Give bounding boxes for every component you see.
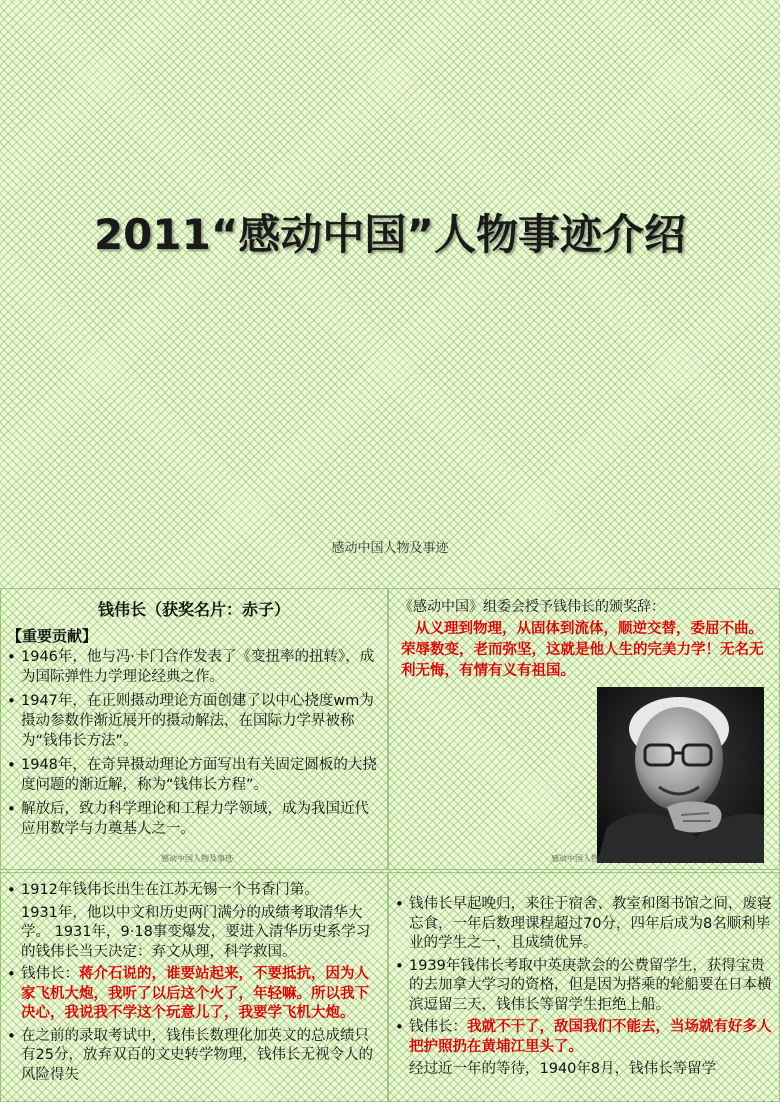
biography-list-3 [389, 895, 779, 1057]
list-item: • 1939年钱伟长考取中英庚款会的公费留学生，获得宝贵的去加拿大学习的资格，但是因为搭乘的轮船要在日本横滨逗留三天，钱伟长等留学生拒绝上船。 [395, 957, 775, 1016]
contribution-list [1, 647, 387, 839]
award-citation-panel [388, 588, 780, 870]
list-item: • 解放后，致力科学理论和工程力学领域，成为我国近代应用数学与力奠基人之一。 [7, 799, 383, 839]
citation-text: 从义理到物理，从固体到流体，顺逆交替，委屈不曲。荣辱数变，老而弥坚，这就是他人生的完美力学！无名无利无悔，有情有义有祖国。 [401, 621, 764, 679]
portrait-photo [597, 687, 764, 863]
biography-panel-later [388, 872, 780, 1102]
slide-title [0, 195, 780, 275]
quote-text: 我就不干了，敌国我们不能去，当场就有好多人把护照扔在黄埔江里头了。 [409, 1019, 772, 1055]
list-item: • 钱伟长早起晚归，来往于宿舍、教室和图书馆之间，废寝忘食，一年后数理课程超过70分，四年后成为8名顺利毕业的学生之一，且成绩优异。 [395, 895, 775, 954]
biography-list [1, 881, 387, 901]
biography-panel-early [0, 872, 388, 1102]
paragraph: 经过近一年的等待，1940年8月，钱伟长等留学 [409, 1061, 717, 1077]
list-item [395, 1018, 775, 1057]
biography-list-2 [1, 965, 387, 1085]
citation-heading: 《感动中国》组委会授予钱伟长的颁奖辞： [399, 599, 665, 615]
quote-label: 钱伟长： [409, 1019, 467, 1035]
list-item: • 在之前的录取考试中，钱伟长数理化加英文的总成绩只有25分，放弃双百的文史转学物理，钱伟长无视令人的风险得失 [7, 1027, 383, 1086]
quote-text: 蒋介石说的，谁要站起来，不要抵抗，因为人家飞机大炮，我听了以后这个火了，年轻嘛。所以我下决心，我说我不学这个玩意儿了，我要学飞机大炮。 [21, 966, 369, 1021]
list-item: • 1947年，在正则摄动理论方面创建了以中心挠度wm为摄动参数作渐近展开的摄动解法，在国际力学界被称为“钱伟长方法”。 [7, 691, 383, 751]
portrait-illustration [597, 687, 764, 863]
paragraph: 1931年，他以中文和历史两门满分的成绩考取清华大学。 1931年，9·18事变爆发，要进入清华历史系学习的钱伟长当天决定：弃文从理，科学救国。 [21, 904, 371, 960]
section-heading: 【重要贡献】 [7, 627, 98, 645]
quote-label: 钱伟长： [21, 966, 79, 982]
contribution-panel [0, 588, 388, 870]
page-title: 2011“感动中国”人物事迹介绍 [93, 210, 687, 259]
panel1-heading: 钱伟长（获奖名片：赤子） [97, 600, 290, 619]
list-item: • 1948年，在奇异摄动理论方面写出有关固定圆板的大挠度问题的渐近解，称为“钱伟长方程”。 [7, 755, 383, 795]
list-item: • 1912年钱伟长出生在江苏无锡一个书香门第。 [7, 881, 383, 901]
list-item [7, 965, 383, 1024]
panel2-footer: 感动中国人物 [551, 854, 599, 863]
panel1-footer: 感动中国人物及事迹 [161, 854, 233, 863]
list-item: • 1946年，他与冯·卡门合作发表了《变扭率的扭转》，成为国际弹性力学理论经典之作。 [7, 647, 383, 687]
slide-footer: 感动中国人物及事迹 [331, 541, 449, 556]
